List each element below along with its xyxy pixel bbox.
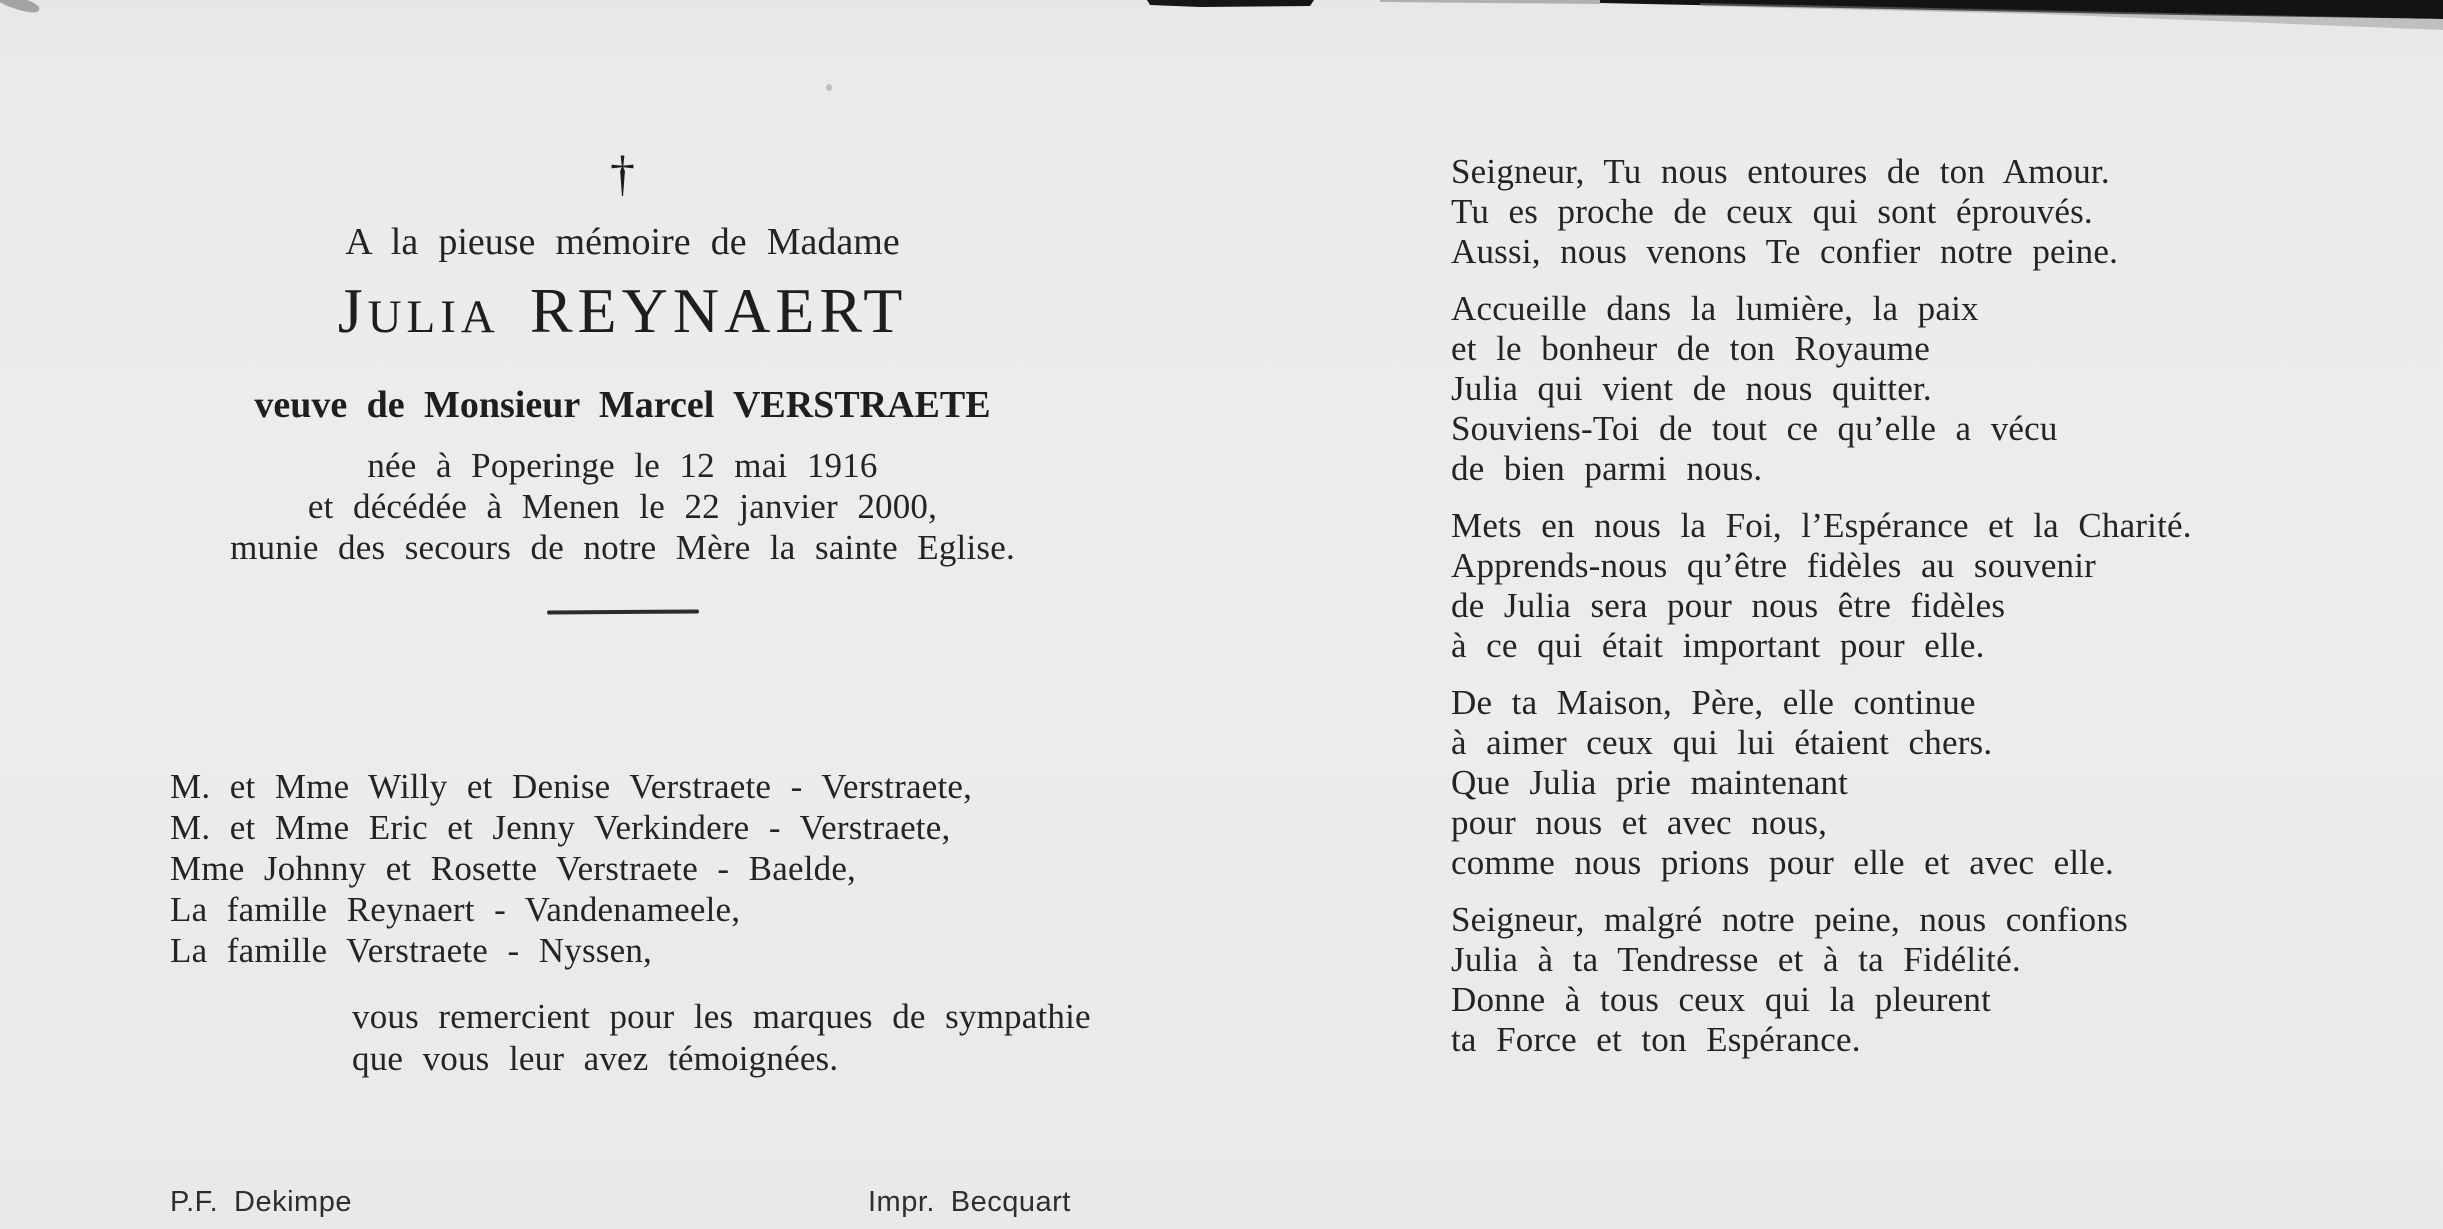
prayer-line: comme nous prions pour elle et avec elle. xyxy=(1451,843,2114,882)
funeral-home-imprint: P.F. Dekimpe xyxy=(170,1186,352,1218)
prayer-line: Aussi, nous venons Te confier notre peine. xyxy=(1451,232,2119,271)
prayer-paragraph xyxy=(1451,506,2401,666)
family-list-item: M. et Mme Eric et Jenny Verkindere - Verstraete, xyxy=(170,808,951,847)
thanks-line: vous remercient pour les marques de sympathie xyxy=(352,997,1091,1036)
prayer-line: Accueille dans la lumière, la paix xyxy=(1451,289,1979,328)
prayer-paragraph xyxy=(1451,900,2401,1060)
prayer-line: de Julia sera pour nous être fidèles xyxy=(1451,586,2006,625)
deceased-given-initial: J xyxy=(337,275,368,346)
family-list-item: La famille Verstraete - Nyssen, xyxy=(170,931,652,970)
prayer-line: Mets en nous la Foi, l’Espérance et la Charité. xyxy=(1451,506,2192,545)
deceased-given-rest: ULIA xyxy=(367,291,500,343)
memorial-intro: A la pieuse mémoire de Madame xyxy=(345,221,900,263)
prayer-line: Souviens-Toi de tout ce qu’elle a vécu xyxy=(1451,409,2058,448)
prayer-column xyxy=(1451,152,2401,1077)
deceased-name xyxy=(120,276,1125,363)
widow-relation-line: veuve de Monsieur Marcel VERSTRAETE xyxy=(254,384,991,426)
prayer-line: Tu es proche de ceux qui sont éprouvés. xyxy=(1451,192,2093,231)
prayer-line: Apprends-nous qu’être fidèles au souvenir xyxy=(1451,546,2097,585)
prayer-line: Seigneur, Tu nous entoures de ton Amour. xyxy=(1451,152,2110,191)
scan-smudge-top-left xyxy=(0,0,41,16)
prayer-paragraph xyxy=(1451,289,2401,489)
life-dates-block xyxy=(120,445,1125,568)
deceased-surname: REYNAERT xyxy=(529,275,908,346)
prayer-line: ta Force et ton Espérance. xyxy=(1451,1020,1861,1059)
cross-icon: † xyxy=(610,145,635,201)
memorial-heading-block xyxy=(120,0,1125,614)
prayer-paragraph xyxy=(1451,683,2401,883)
prayer-line: à aimer ceux qui lui étaient chers. xyxy=(1451,723,1993,762)
thanks-line: que vous leur avez témoignées. xyxy=(352,1039,839,1078)
divider-rule xyxy=(546,609,698,614)
prayer-line: à ce qui était important pour elle. xyxy=(1451,626,1985,665)
family-list xyxy=(170,766,972,971)
death-line: et décédée à Menen le 22 janvier 2000, xyxy=(307,487,938,526)
church-line: munie des secours de notre Mère la sainte Eglise. xyxy=(230,528,1015,567)
prayer-line: Julia à ta Tendresse et à ta Fidélité. xyxy=(1451,940,2021,979)
prayer-line: pour nous et avec nous, xyxy=(1451,803,1828,842)
prayer-line: Que Julia prie maintenant xyxy=(1451,763,1849,802)
prayer-line: et le bonheur de ton Royaume xyxy=(1451,329,1930,368)
family-list-item: La famille Reynaert - Vandenameele, xyxy=(170,890,741,929)
prayer-line: de bien parmi nous. xyxy=(1451,449,1763,488)
prayer-line: Seigneur, malgré notre peine, nous confions xyxy=(1451,900,2128,939)
family-list-item: Mme Johnny et Rosette Verstraete - Baelde, xyxy=(170,849,857,888)
prayer-line: Donne à tous ceux qui la pleurent xyxy=(1451,980,1992,1019)
prayer-paragraph xyxy=(1451,152,2401,272)
printer-imprint: Impr. Becquart xyxy=(868,1186,1071,1218)
scan-artifact-top-bar xyxy=(1140,0,2443,34)
thanks-block xyxy=(352,996,1091,1080)
prayer-line: Julia qui vient de nous quitter. xyxy=(1451,369,1932,408)
prayer-line: De ta Maison, Père, elle continue xyxy=(1451,683,1976,722)
family-list-item: M. et Mme Willy et Denise Verstraete - Verstraete, xyxy=(170,767,973,806)
birth-line: née à Poperinge le 12 mai 1916 xyxy=(367,446,878,485)
